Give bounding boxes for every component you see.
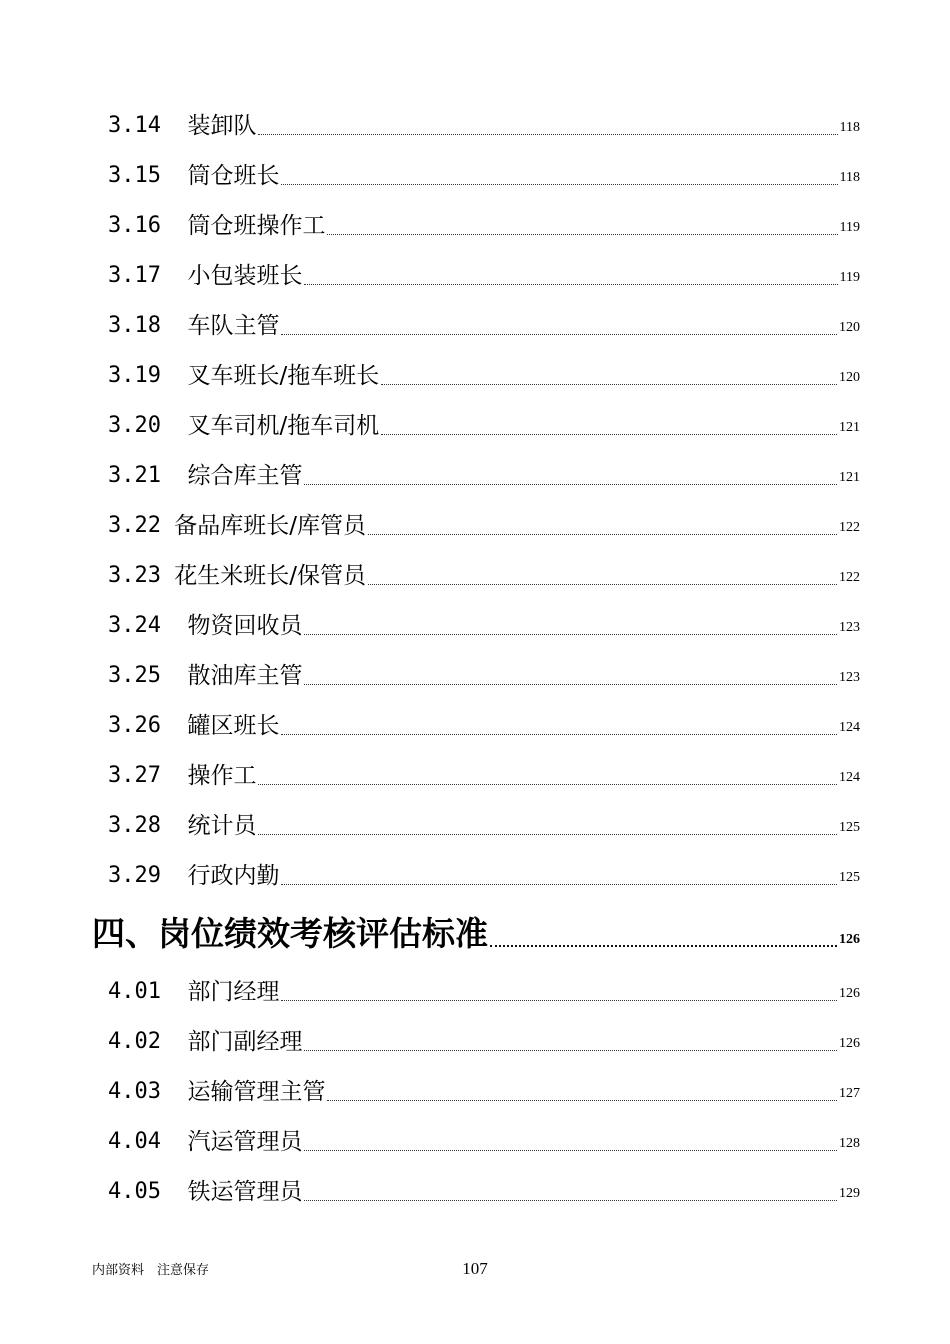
toc-entry-title: 运输管理主管 — [187, 1079, 326, 1105]
dot-leader — [304, 1199, 837, 1201]
toc-entry-page: 119 — [839, 220, 860, 235]
toc-entry-number: 3.29 — [108, 863, 161, 888]
toc-entry-title: 部门经理 — [187, 979, 280, 1005]
dot-leader — [258, 783, 837, 785]
toc-entry-title: 部门副经理 — [187, 1029, 303, 1055]
toc-entry-title: 备品库班长/库管员 — [174, 513, 366, 539]
dot-leader — [304, 1049, 837, 1051]
toc-entry-page: 119 — [839, 270, 860, 285]
toc-entry[interactable] — [108, 361, 860, 391]
chapter-page: 126 — [839, 932, 860, 947]
toc-entry-page: 125 — [839, 820, 860, 835]
toc-entry-number: 3.19 — [108, 363, 161, 388]
toc-entry-number: 3.25 — [108, 663, 161, 688]
toc-entry[interactable] — [108, 761, 860, 791]
toc-entry-page: 125 — [839, 870, 860, 885]
toc-entry-number: 4.04 — [108, 1129, 161, 1154]
toc-entry[interactable] — [108, 861, 860, 891]
toc-entry[interactable] — [108, 811, 860, 841]
toc-entry-title: 操作工 — [187, 763, 257, 789]
toc-entry[interactable] — [108, 111, 860, 141]
toc-entry-page: 118 — [839, 120, 860, 135]
footer-confidential-note: 内部资料 注意保存 — [92, 1262, 210, 1277]
toc-entry-page: 118 — [839, 170, 860, 185]
toc-entry[interactable] — [108, 661, 860, 691]
toc-entry-number: 3.27 — [108, 763, 161, 788]
dot-leader — [304, 283, 837, 285]
toc-entry[interactable] — [108, 1177, 860, 1207]
toc-entry-page: 127 — [839, 1086, 860, 1101]
dot-leader — [281, 183, 837, 185]
toc-entry-title: 物资回收员 — [187, 613, 303, 639]
toc-entry-title: 行政内勤 — [187, 863, 280, 889]
toc-entry[interactable] — [108, 411, 860, 441]
dot-leader — [304, 483, 837, 485]
toc-entry-title: 叉车班长/拖车班长 — [187, 363, 380, 389]
toc-entry-title: 筒仓班长 — [187, 163, 280, 189]
toc-entry-number: 3.28 — [108, 813, 161, 838]
toc-entry-page: 121 — [839, 420, 860, 435]
dot-leader — [381, 383, 837, 385]
toc-entry-number: 3.20 — [108, 413, 161, 438]
toc-entry-number: 3.22 — [108, 513, 161, 538]
toc-entry-title: 筒仓班操作工 — [187, 213, 326, 239]
toc-entry[interactable] — [108, 977, 860, 1007]
toc-entry-number: 4.03 — [108, 1079, 161, 1104]
toc-entry-page: 124 — [839, 720, 860, 735]
dot-leader — [281, 883, 837, 885]
toc-entry[interactable] — [108, 1127, 860, 1157]
toc-entry-page: 128 — [839, 1136, 860, 1151]
dot-leader — [490, 944, 837, 947]
toc-entry[interactable] — [108, 511, 860, 541]
toc-entry-page: 123 — [839, 620, 860, 635]
toc-entry-page: 129 — [839, 1186, 860, 1201]
toc-entry-page: 126 — [839, 1036, 860, 1051]
toc-entry-number: 3.17 — [108, 263, 161, 288]
toc-entry-title: 散油库主管 — [187, 663, 303, 689]
toc-entry-title: 罐区班长 — [187, 713, 280, 739]
toc-entry-title: 小包装班长 — [187, 263, 303, 289]
toc-entry[interactable] — [108, 311, 860, 341]
toc-entry-number: 3.16 — [108, 213, 161, 238]
toc-entry-title: 叉车司机/拖车司机 — [187, 413, 380, 439]
toc-entry-page: 122 — [839, 520, 860, 535]
toc-entry-number: 3.15 — [108, 163, 161, 188]
toc-entry-page: 123 — [839, 670, 860, 685]
toc-entry[interactable] — [108, 611, 860, 641]
footer-page-number: 107 — [462, 1259, 488, 1278]
chapter-title: 四、岗位绩效考核评估标准 — [92, 914, 488, 953]
toc-entry-title: 统计员 — [187, 813, 257, 839]
toc-entry-number: 4.05 — [108, 1179, 161, 1204]
toc-entry-page: 122 — [839, 570, 860, 585]
toc-entry-number: 4.01 — [108, 979, 161, 1004]
toc-entry-number: 3.21 — [108, 463, 161, 488]
toc-entry-number: 3.18 — [108, 313, 161, 338]
toc-entry[interactable] — [108, 161, 860, 191]
dot-leader — [368, 533, 837, 535]
toc-entry[interactable] — [108, 211, 860, 241]
toc-chapter-heading[interactable] — [92, 912, 860, 956]
toc-entry-title: 花生米班长/保管员 — [174, 563, 366, 589]
toc-entry-page: 120 — [839, 370, 860, 385]
dot-leader — [281, 333, 837, 335]
dot-leader — [368, 583, 837, 585]
toc-entry-title: 装卸队 — [187, 113, 257, 139]
toc-entry-number: 3.23 — [108, 563, 161, 588]
toc-entry-number: 3.24 — [108, 613, 161, 638]
toc-entry[interactable] — [108, 1027, 860, 1057]
toc-entry[interactable] — [108, 561, 860, 591]
toc-entry[interactable] — [108, 1077, 860, 1107]
toc-entry-page: 121 — [839, 470, 860, 485]
toc-entry-title: 汽运管理员 — [187, 1129, 303, 1155]
dot-leader — [258, 133, 837, 135]
toc-entry-page: 126 — [839, 986, 860, 1001]
toc-entry-number: 3.14 — [108, 113, 161, 138]
toc-entry-number: 4.02 — [108, 1029, 161, 1054]
toc-entry[interactable] — [108, 711, 860, 741]
dot-leader — [258, 833, 837, 835]
dot-leader — [327, 1099, 837, 1101]
dot-leader — [304, 683, 837, 685]
toc-entry-title: 综合库主管 — [187, 463, 303, 489]
toc-entry-page: 120 — [839, 320, 860, 335]
toc-entry[interactable] — [108, 261, 860, 291]
dot-leader — [304, 633, 837, 635]
toc-entry-number: 3.26 — [108, 713, 161, 738]
dot-leader — [281, 999, 837, 1001]
toc-entry[interactable] — [108, 461, 860, 491]
dot-leader — [281, 733, 837, 735]
toc-entry-title: 铁运管理员 — [187, 1179, 303, 1205]
dot-leader — [327, 233, 837, 235]
dot-leader — [304, 1149, 837, 1151]
toc-entry-title: 车队主管 — [187, 313, 280, 339]
dot-leader — [381, 433, 837, 435]
toc-entry-page: 124 — [839, 770, 860, 785]
